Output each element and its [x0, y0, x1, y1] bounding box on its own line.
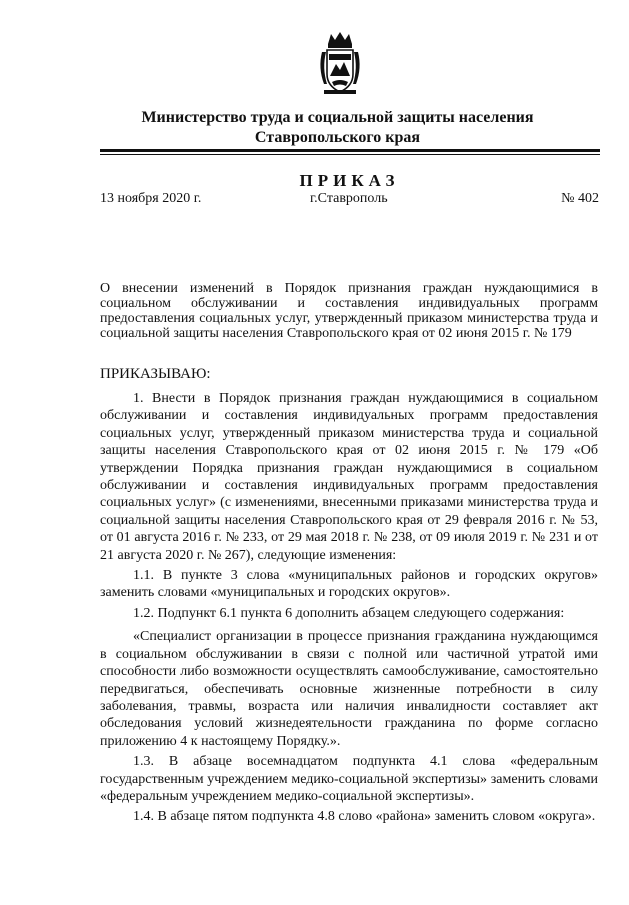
order-number: № 402 — [561, 191, 599, 206]
order-body — [100, 390, 598, 829]
paragraph-1-1: 1.1. В пункте 3 слова «муниципальных районов и городских округов» заменить словами «муниципальных и городских округов». — [100, 568, 598, 601]
coat-of-arms-icon — [318, 30, 362, 96]
paragraph-1-2: 1.2. Подпункт 6.1 пункта 6 дополнить абзацем следующего содержания: — [133, 605, 565, 621]
header-rule-thin — [100, 154, 600, 155]
order-date: 13 ноября 2020 г. — [100, 191, 202, 206]
paragraph-quote: «Специалист организации в процессе признания гражданина нуждающимся в социальном обслуживании в связи с полной или частичной утратой ими способности либо возможности осуществлять самообслуживание, самостоятельно передвигаться, обеспечивать основные жизненные потребности в силу заболевания, травмы, возраста или наличия инвалидности составляет акт обследования условий жизнедеятельности гражданина по форме согласно приложению 4 к настоящему Порядку.». — [100, 629, 598, 749]
paragraph-1-4: 1.4. В абзаце пятом подпункта 4.8 слово «района» заменить словом «округа». — [133, 809, 596, 825]
ministry-name-line1: Министерство труда и социальной защиты населения — [141, 109, 534, 126]
paragraph-1-3: 1.3. В абзаце восемнадцатом подпункта 4.1 слова «федеральным государственным учреждением медико-социальной экспертизы» заменить словами «федеральным учреждением медико-социальной экспертизы». — [100, 754, 598, 804]
ministry-name-line2: Ставропольского края — [254, 129, 421, 146]
order-city: г.Ставрополь — [310, 191, 388, 206]
order-title: ПРИКАЗ — [299, 171, 400, 190]
order-subject: О внесении изменений в Порядок признания граждан нуждающимися в социальном обслуживании и составления индивидуальных программ предоставления социальных услуг, утвержденный приказом министерства труда и социальной защиты населения Ставропольского края от 02 июня 2015 г. № 179 — [100, 281, 598, 341]
header-rule-thick — [100, 149, 600, 152]
decree-word: ПРИКАЗЫВАЮ: — [100, 366, 211, 382]
ministry-name — [100, 108, 575, 148]
paragraph-1: 1. Внести в Порядок признания граждан нуждающимися в социальном обслуживании и составления индивидуальных программ предоставления социальных услуг, утвержденный приказом министерства труда и социальной защиты населения Ставропольского края от 02 июня 2015 г. № 179 «Об утверждении Порядка признания граждан нуждающимися в социальном обслуживании и составления индивидуальных программ предоставления социальных услуг» (с изменениями, внесенными приказами министерства труда и социальной защиты населения Ставропольского края от 29 февраля 2016 г. № 53, от 01 августа 2016 г. № 233, от 29 мая 2018 г. № 238, от 09 июля 2019 г. № 231 и от 21 августа 2020 г. № 267), следующие изменения: — [100, 391, 598, 563]
